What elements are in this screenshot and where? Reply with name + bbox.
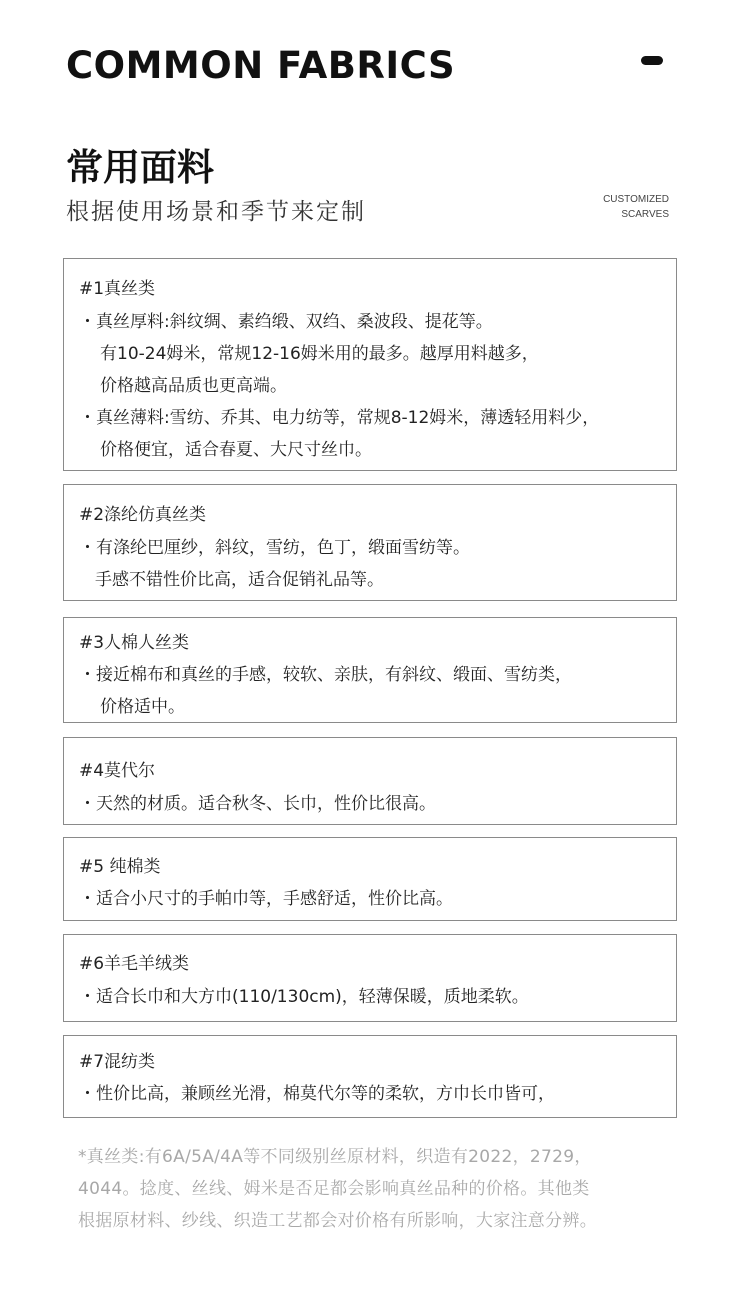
card-title: #7混纺类 bbox=[79, 1052, 156, 1072]
card-title: #3人棉人丝类 bbox=[79, 633, 190, 653]
fabric-card-rayon bbox=[63, 617, 677, 723]
fabric-card-polyester bbox=[63, 484, 677, 601]
card-title: #2涤纶仿真丝类 bbox=[79, 505, 207, 525]
card-line: ・有涤纶巴厘纱，斜纹，雪纺，色丁，缎面雪纺等。 bbox=[79, 538, 470, 558]
card-title: #4莫代尔 bbox=[79, 761, 156, 781]
card-line: ・真丝厚料:斜纹绸、素绉缎、双绉、桑波段、提花等。 bbox=[79, 312, 493, 332]
card-line: 手感不错性价比高，适合促销礼品等。 bbox=[95, 570, 384, 590]
side-tag-line: SCARVES bbox=[621, 209, 669, 220]
page-title-cn: 常用面料 bbox=[66, 146, 214, 189]
card-title: #6羊毛羊绒类 bbox=[79, 954, 190, 974]
card-title: #1真丝类 bbox=[79, 279, 156, 299]
footnote-line: *真丝类:有6A/5A/4A等不同级别丝原材料，织造有2022，2729， bbox=[78, 1147, 592, 1167]
card-line: ・真丝薄料:雪纺、乔其、电力纺等，常规8-12姆米，薄透轻用料少， bbox=[79, 408, 600, 428]
fabric-card-modal bbox=[63, 737, 677, 825]
page-subtitle: 根据使用场景和季节来定制 bbox=[66, 199, 366, 225]
page-title-en: COMMON FABRICS bbox=[66, 44, 456, 87]
fabric-card-blend bbox=[63, 1035, 677, 1118]
fabric-card-cotton bbox=[63, 837, 677, 921]
footnote-line: 根据原材料、纱线、织造工艺都会对价格有所影响，大家注意分辨。 bbox=[78, 1211, 597, 1231]
customized-scarves-tag bbox=[603, 192, 669, 222]
card-line: 有10-24姆米，常规12-16姆米用的最多。越厚用料越多， bbox=[100, 344, 539, 364]
dash-icon bbox=[641, 56, 663, 65]
card-line: 价格越高品质也更高端。 bbox=[100, 376, 287, 396]
card-line: 价格便宜，适合春夏、大尺寸丝巾。 bbox=[100, 440, 372, 460]
fabric-card-wool bbox=[63, 934, 677, 1022]
fabric-card-silk bbox=[63, 258, 677, 471]
footnote-line: 4044。捻度、丝线、姆米是否足都会影响真丝品种的价格。其他类 bbox=[78, 1179, 590, 1199]
card-line: 价格适中。 bbox=[100, 697, 185, 717]
card-line: ・天然的材质。适合秋冬、长巾，性价比很高。 bbox=[79, 794, 436, 814]
card-line: ・性价比高，兼顾丝光滑，棉莫代尔等的柔软，方巾长巾皆可， bbox=[79, 1084, 555, 1104]
card-title: #5 纯棉类 bbox=[79, 857, 161, 877]
card-line: ・适合长巾和大方巾(110/130cm)，轻薄保暖，质地柔软。 bbox=[79, 987, 529, 1007]
card-line: ・适合小尺寸的手帕巾等，手感舒适，性价比高。 bbox=[79, 889, 453, 909]
side-tag-line: CUSTOMIZED bbox=[603, 194, 669, 205]
card-line: ・接近棉布和真丝的手感，较软、亲肤，有斜纹、缎面、雪纺类， bbox=[79, 665, 572, 685]
